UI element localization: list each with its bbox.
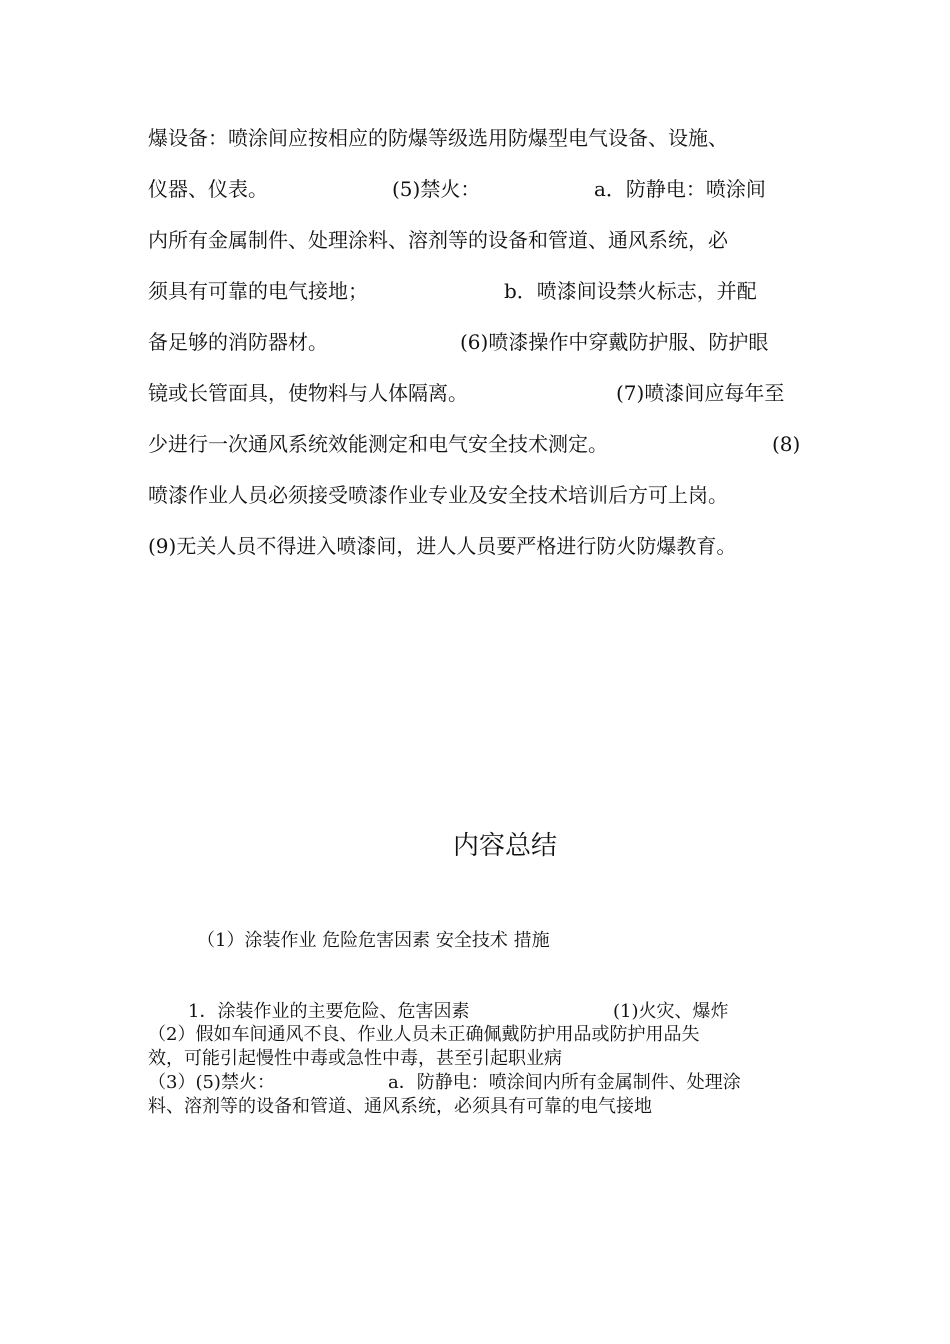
text-run: 仪器、仪表。 [148, 177, 268, 201]
paragraph-line-6 [148, 380, 798, 406]
paragraph-line-2 [148, 176, 798, 202]
text-run: （3）(5)禁火： [148, 1072, 275, 1093]
text-run: (1)火灾、爆炸 [613, 1001, 729, 1022]
text-run: (6)喷漆操作中穿戴防护服、防护眼 [460, 330, 769, 354]
summary-line-4 [148, 1071, 798, 1095]
summary-line-5: 料、溶剂等的设备和管道、通风系统，必须具有可靠的电气接地 [148, 1096, 652, 1117]
paragraph-line-7 [148, 431, 801, 457]
paragraph-line-5 [148, 329, 798, 355]
text-run: (7)喷漆间应每年至 [616, 381, 785, 405]
text-run: (8) [772, 432, 801, 456]
text-run: (5)禁火： [392, 177, 481, 201]
text-run: a．防静电：喷涂间内所有金属制件、处理涂 [388, 1072, 741, 1093]
text-run: 少进行一次通风系统效能测定和电气安全技术测定。 [148, 432, 608, 456]
paragraph-line-9: (9)无关人员不得进入喷漆间，进人人员要严格进行防火防爆教育。 [148, 534, 737, 558]
summary-line-3: 效，可能引起慢性中毒或急性中毒，甚至引起职业病 [148, 1048, 562, 1069]
text-run: 镜或长管面具，使物料与人体隔离。 [148, 381, 468, 405]
section-title: 内容总结 [452, 831, 557, 861]
summary-line-2: （2）假如车间通风不良、作业人员未正确佩戴防护用品或防护用品失 [148, 1024, 700, 1045]
text-run: 备足够的消防器材。 [148, 330, 328, 354]
paragraph-line-8: 喷漆作业人员必须接受喷漆作业专业及安全技术培训后方可上岗。 [148, 483, 728, 507]
text-run: 1．涂装作业的主要危险、危害因素 [188, 1001, 470, 1022]
paragraph-line-3: 内所有金属制件、处理涂料、溶剂等的设备和管道、通风系统，必 [148, 228, 728, 252]
paragraph-line-1: 爆设备：喷涂间应按相应的防爆等级选用防爆型电气设备、设施、 [148, 126, 728, 150]
text-run: 须具有可靠的电气接地； [148, 279, 368, 303]
text-run: b．喷漆间设禁火标志，并配 [504, 279, 757, 303]
paragraph-line-4 [148, 278, 798, 304]
summary-heading: （1）涂装作业 危险危害因素 安全技术 措施 [197, 930, 550, 951]
text-run: a．防静电：喷涂间 [594, 177, 766, 201]
summary-line-1 [188, 1000, 788, 1024]
